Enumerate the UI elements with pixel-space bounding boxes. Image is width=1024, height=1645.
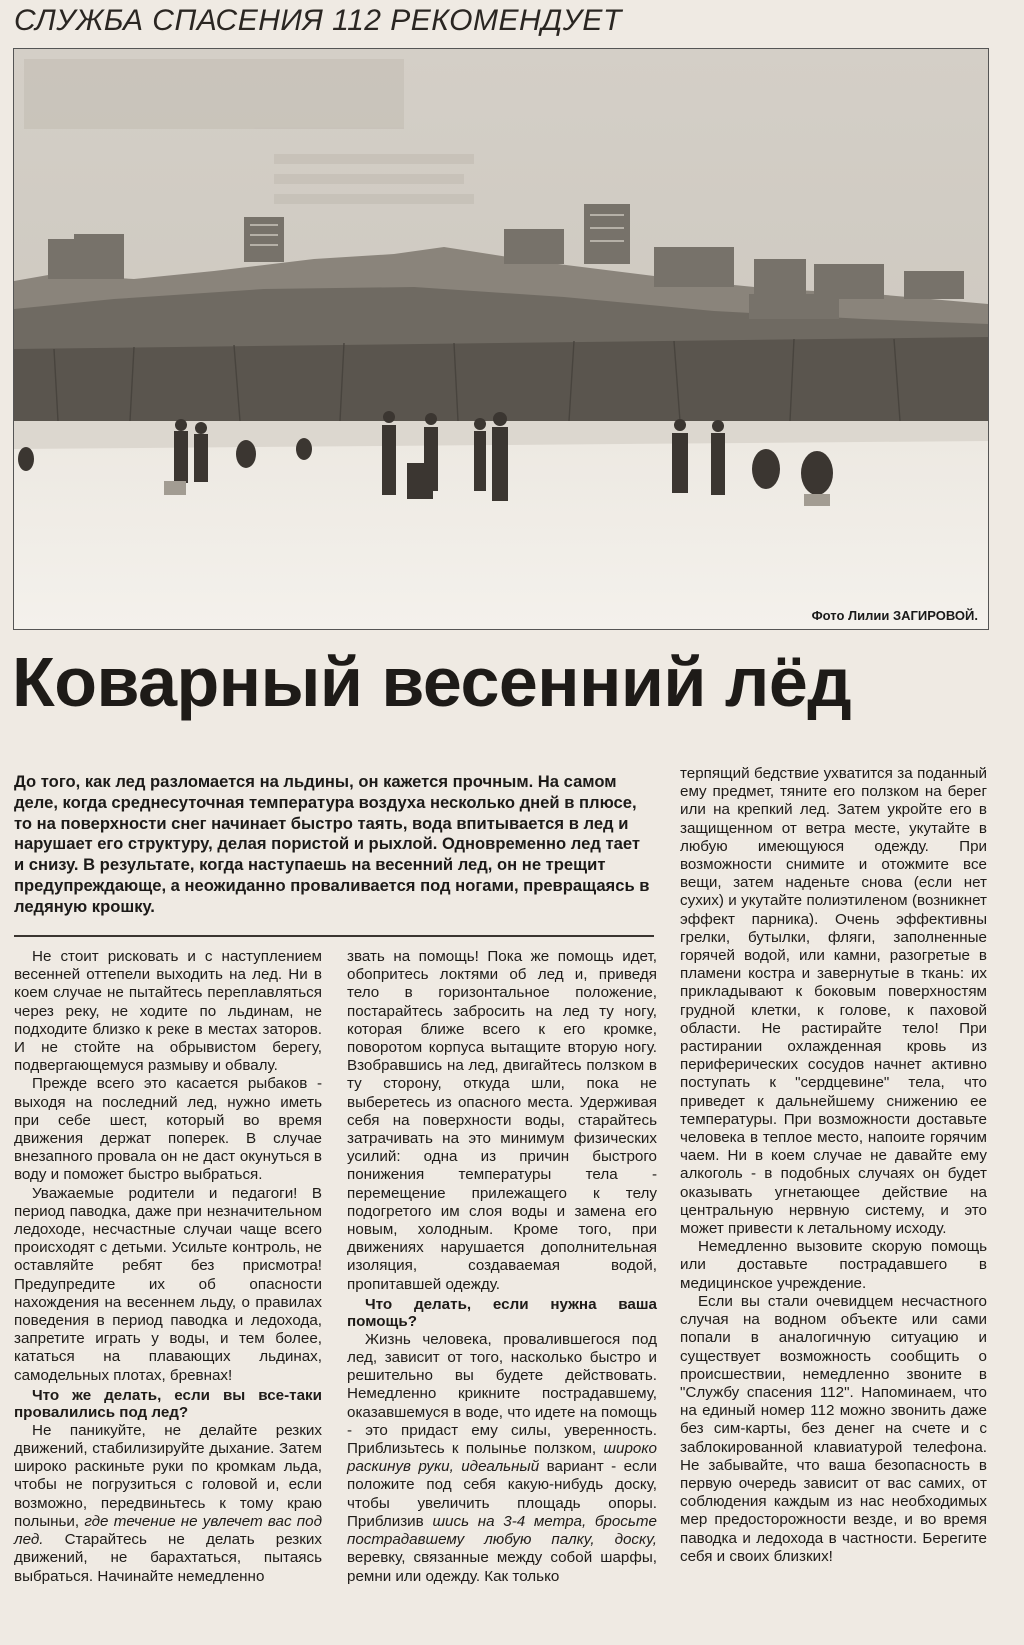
- article-column-2: [347, 948, 657, 1586]
- paragraph-text: Жизнь человека, провалившегося под лед, зависит от того, насколько быстро и решительно вы будете действовать. Немедленно крикните пострадавшему, оказавшемуся в воде, что идете на помощь - это придаст ему силы, уверенность. Приблизьтесь к полынье ползком,: [347, 1330, 657, 1458]
- paragraph-text: вариант - если положите под себя какую-нибудь доску, чтобы увеличить площадь опоры. Приблизив: [347, 1458, 657, 1530]
- paragraph-text: Не паникуйте, не делайте резких движений, стабилизируйте дыхание. Затем широко раскиньте руки по кромкам льда, чтобы не погрузиться с головой и, если возможно, передвиньтесь к тому краю полыньи,: [14, 1421, 322, 1530]
- paragraph-emphasis: шись на 3-4 метра, бросьте пострадавшему любую палку, доску,: [347, 1512, 657, 1549]
- paragraph: Уважаемые родители и педагоги! В период паводка, даже при незначительном ледоходе, несчастные случаи чаще всего происходят с детьми. Усильте контроль, не оставляйте ребят без присмотра! Предупредите их об опасности нахождения на весеннем льду, о правилах поведения в период паводка и ледохода, запретите играть у воды, и тем более, кататься на плавающих льдинах, самодельных плотах, бревнах!: [14, 1184, 322, 1384]
- article-column-1: [14, 948, 322, 1586]
- lead-divider: [14, 935, 654, 937]
- paragraph: Не стоит рисковать и с наступлением весенней оттепели выходить на лед. Ни в коем случае не пытайтесь переплавляться через реку, не ходите по льдинам, не подходите близко к реке в местах заторов. И не стойте на обрывистом берегу, подвергающемуся размыву и обвалу.: [14, 948, 322, 1075]
- article-headline: Коварный весенний лёд: [12, 643, 852, 721]
- news-photo: [13, 48, 989, 630]
- article-lead: До того, как лед разломается на льдины, он кажется прочным. На самом деле, когда среднесуточная температура воздуха несколько дней в плюсе, то на поверхности снег начинает быстро таять, вода впитывается в лед и нарушает его структуру, делая пористой и рыхлой. Одновременно лед тает и снизу. В результате, когда наступаешь на весенний лед, он не трещит предупреждающе, а неожиданно проваливается под ногами, превращаясь в ледяную крошку.: [14, 772, 650, 916]
- paragraph-emphasis: где течение не увлечет вас под лед.: [14, 1512, 322, 1549]
- photo-illustration: [14, 49, 988, 629]
- photo-credit: Фото Лилии ЗАГИРОВОЙ.: [811, 608, 978, 623]
- rubric-heading: СЛУЖБА СПАСЕНИЯ 112 РЕКОМЕНДУЕТ: [14, 4, 622, 37]
- paragraph: Прежде всего это касается рыбаков - выходя на последний лед, нужно иметь при себе шест, который во время движения держат поперек. В случае внезапного провала он не даст окунуться в воду и поможет быстро выбраться.: [14, 1075, 322, 1184]
- paragraph: Если вы стали очевидцем несчастного случая на водном объекте или сами попали в аналогичную ситуацию и существует возможность сообщить о происшествии, немедленно звоните в "Службу спасения 112". Напоминаем, что на единый номер 112 можно звонить даже без сим-карты, без денег на счете и с заблокированной клавиатурой телефона. Не забывайте, что ваша безопасность в первую очередь зависит от вас самих, от соблюдения каждым из нас необходимых мер предосторожности везде, и во время паводка и ледохода в частности. Берегите себя и своих близких!: [680, 1292, 987, 1565]
- subheading: Что же делать, если вы все-таки провалились под лед?: [14, 1386, 322, 1422]
- paragraph: терпящий бедствие ухватится за поданный ему предмет, тяните его ползком на берег или на крепкий лед. Затем укройте его в защищенном от ветра месте, укутайте в любую имеющуюся одежду. При возможности снимите и отожмите все вещи, затем наденьте снова (если нет сухих) и укутайте полиэтиленом (возникнет эффект парника). Очень эффективны грелки, бутылки, фляги, заполненные горячей водой, или камни, разогретые в пламени костра и завернутые в ткань: их прикладывают к боковым поверхностям грудной клетки, к голове, к паховой области. Не растирайте тело! При растирании охлажденная кровь из периферических сосудов начнет активно поступать к "сердцевине" тела, что приведет к дальнейшему снижению ее температуры. При возможности доставьте человека в теплое место, напоите горячим чаем. Ни в коем случае не давайте ему алкоголь - в подобных случаях он будет оказывать угнетающее действие на центральную нервную систему, и это может привести к летальному исходу.: [680, 765, 987, 1238]
- paragraph-text: веревку, связанные между собой шарфы, ремни или одежду. Как только: [347, 1549, 657, 1585]
- paragraph: Немедленно вызовите скорую помощь или доставьте пострадавшего в медицинское учреждение.: [680, 1238, 987, 1292]
- paragraph: [347, 1331, 657, 1586]
- subheading: Что делать, если нужна ваша помощь?: [347, 1295, 657, 1331]
- paragraph: [14, 1422, 322, 1586]
- paragraph-text: Старайтесь не делать резких движений, не барахтаться, пытаясь выбраться. Начинайте немедленно: [14, 1531, 322, 1585]
- paragraph-emphasis: широко раскинув руки, идеальный: [347, 1440, 657, 1476]
- paragraph: звать на помощь! Пока же помощь идет, обопритесь локтями об лед и, приведя тело в горизонтальное положение, постарайтесь забросить на лед ту ногу, которая ближе всего к его кромке, поворотом корпуса вытащите вторую ногу. Взобравшись на лед, двигайтесь ползком в ту сторону, откуда шли, пока не выберетесь из опасного места. Удерживая себя на поверхности воды, старайтесь затрачивать на это минимум физических усилий: одна из причин быстрого понижения температуры тела - перемещение прилежащего к телу подогретого им слоя воды и замена его новым, холодным. Кроме того, при движениях нарушается дополнительная изоляция, создаваемая водой, пропитавшей одежду.: [347, 948, 657, 1293]
- article-column-3: [680, 765, 987, 1566]
